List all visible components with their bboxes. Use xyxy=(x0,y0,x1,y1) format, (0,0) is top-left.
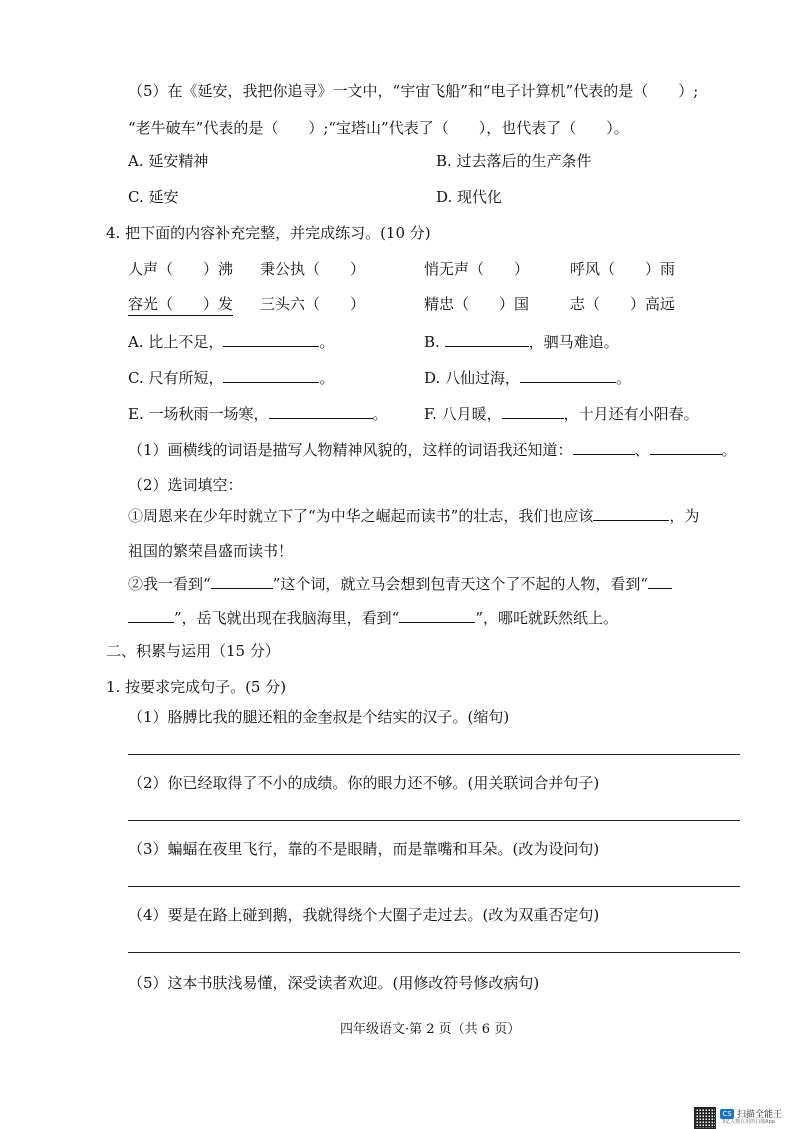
blank-fill-1[interactable] xyxy=(593,504,669,521)
q4-sub2: （2）选词填空： xyxy=(128,476,243,494)
q3-5-line1: （5）在《延安，我把你追寻》一文中，“宇宙飞船”和“电子计算机”代表的是（ ）; xyxy=(128,82,699,100)
idiom-2: 秉公执（ ） xyxy=(260,260,366,278)
section-2-title: 二、积累与运用（15 分） xyxy=(106,642,280,660)
fill-2-line2: ”，岳飞就出现在我脑海里，看到“ ”，哪吒就跃然纸上。 xyxy=(128,606,618,628)
blank-c[interactable] xyxy=(223,366,319,383)
idiom-1: 人声（ ）沸 xyxy=(128,260,234,278)
saying-d: D. 八仙过海， 。 xyxy=(424,366,631,388)
blank-b[interactable] xyxy=(445,330,529,347)
blank-sub1-b[interactable] xyxy=(650,438,722,455)
section-2-q1-heading: 1. 按要求完成句子。(5 分) xyxy=(106,678,287,696)
q3-5-option-c: C. 延安 xyxy=(128,188,179,206)
answer-line-2[interactable] xyxy=(128,820,740,821)
q3-5-option-a: A. 延安精神 xyxy=(128,152,209,170)
sentence-task-5: （5）这本书肤浅易懂，深受读者欢迎。(用修改符号修改病句) xyxy=(128,974,540,992)
sentence-task-1: （1）胳膊比我的腿还粗的金奎叔是个结实的汉子。(缩句) xyxy=(128,708,510,726)
q4-heading: 4. 把下面的内容补充完整，并完成练习。(10 分) xyxy=(106,224,431,242)
blank-a[interactable] xyxy=(223,330,319,347)
blank-fill-2b-start[interactable] xyxy=(648,572,672,589)
saying-b: B. ，驷马难追。 xyxy=(424,330,619,352)
q3-5-line2: “老牛破车”代表的是（ ）;“宝塔山”代表了（ ），也代表了（ ）。 xyxy=(128,119,629,137)
fill-2-line1: ②我一看到“ ”这个词，就立马会想到包青天这个了不起的人物，看到“ xyxy=(128,572,672,594)
answer-line-4[interactable] xyxy=(128,952,740,953)
saying-a: A. 比上不足， 。 xyxy=(128,330,334,352)
blank-fill-2b-end[interactable] xyxy=(128,606,174,623)
fill-1-line1: ①周恩来在少年时就立下了“为中华之崛起而读书”的壮志，我们也应该 ，为 xyxy=(128,504,699,526)
fill-1-line2: 祖国的繁荣昌盛而读书！ xyxy=(128,542,294,560)
idiom-5-underlined: 容光（ ）发 xyxy=(128,293,233,316)
sentence-task-2: （2）你已经取得了不小的成绩。你的眼力还不够。(用关联词合并句子) xyxy=(128,774,600,792)
answer-line-1[interactable] xyxy=(128,754,740,755)
blank-f[interactable] xyxy=(502,402,564,419)
idiom-8: 志（ ）高远 xyxy=(570,295,676,313)
idiom-4: 呼风（ ）雨 xyxy=(570,260,676,278)
scanner-tagline: 3亿人都在用的扫描App xyxy=(722,1119,775,1125)
blank-sub1-a[interactable] xyxy=(573,438,635,455)
q4-sub1: （1）画横线的词语是描写人物精神风貌的，这样的词语我还知道： 、 。 xyxy=(128,438,737,460)
qr-code-icon xyxy=(694,1107,716,1129)
saying-f: F. 八月暖， ，十月还有小阳春。 xyxy=(424,402,699,424)
sentence-task-4: （4）要是在路上碰到鹅，我就得绕个大圈子走过去。(改为双重否定句) xyxy=(128,906,600,924)
camscanner-logo-icon: CS xyxy=(720,1109,734,1119)
scanner-brand: 扫描全能王 xyxy=(737,1110,783,1120)
sentence-task-3: （3）蝙蝠在夜里飞行，靠的不是眼睛，而是靠嘴和耳朵。(改为设问句) xyxy=(128,840,600,858)
blank-fill-2c[interactable] xyxy=(399,606,475,623)
blank-d[interactable] xyxy=(520,366,616,383)
idiom-7: 精忠（ ）国 xyxy=(424,295,530,313)
blank-fill-2a[interactable] xyxy=(211,572,273,589)
q3-5-option-d: D. 现代化 xyxy=(436,188,503,206)
idiom-3: 悄无声（ ） xyxy=(424,260,530,278)
saying-e: E. 一场秋雨一场寒， 。 xyxy=(128,402,388,424)
blank-e[interactable] xyxy=(269,402,373,419)
idiom-6: 三头六（ ） xyxy=(260,295,366,313)
q3-5-option-b: B. 过去落后的生产条件 xyxy=(436,152,592,170)
saying-c: C. 尺有所短， 。 xyxy=(128,366,335,388)
page-footer: 四年级语文·第 2 页（共 6 页） xyxy=(340,1022,521,1037)
answer-line-3[interactable] xyxy=(128,886,740,887)
